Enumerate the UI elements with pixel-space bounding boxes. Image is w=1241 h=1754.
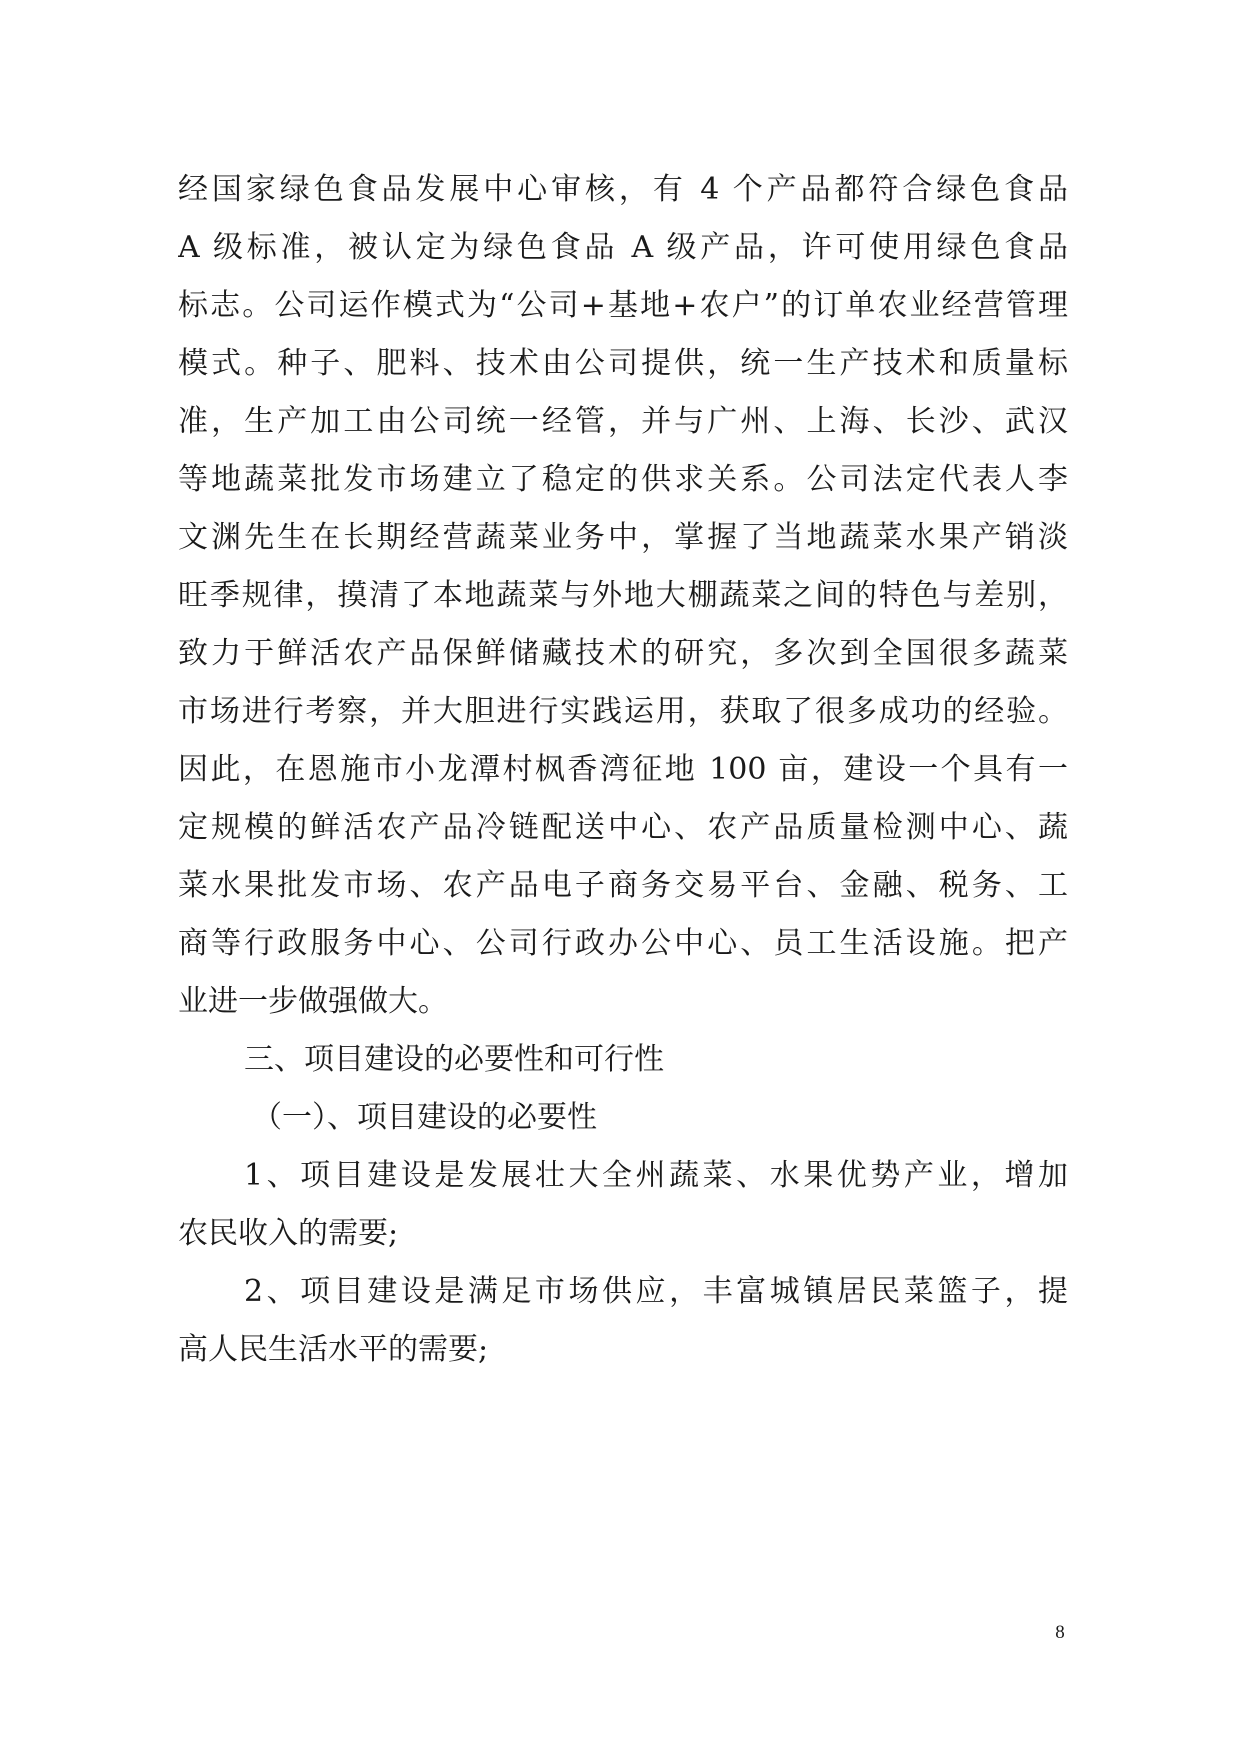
- body-line-14: 商等行政服务中心、公司行政办公中心、员工生活设施。把产: [178, 926, 1068, 961]
- body-line-9: 致力于鲜活农产品保鲜储藏技术的研究，多次到全国很多蔬菜: [178, 636, 1068, 671]
- body-line-7: 文渊先生在长期经营蔬菜业务中，掌握了当地蔬菜水果产销淡: [178, 520, 1068, 555]
- subsection-heading: （一）、项目建设的必要性: [252, 1100, 597, 1135]
- body-line-1: 经国家绿色食品发展中心审核，有 4 个产品都符合绿色食品: [178, 172, 1068, 207]
- body-line-8: 旺季规律，摸清了本地蔬菜与外地大棚蔬菜之间的特色与差别，: [178, 578, 1068, 613]
- body-line-4: 模式。种子、肥料、技术由公司提供，统一生产技术和质量标: [178, 346, 1068, 381]
- list-item-1-line-1: 1、项目建设是发展壮大全州蔬菜、水果优势产业，增加: [244, 1158, 1068, 1193]
- body-line-13: 菜水果批发市场、农产品电子商务交易平台、金融、税务、工: [178, 868, 1068, 903]
- body-line-10: 市场进行考察，并大胆进行实践运用，获取了很多成功的经验。: [178, 694, 1068, 729]
- body-line-2: A 级标准，被认定为绿色食品 A 级产品，许可使用绿色食品: [178, 230, 1068, 265]
- list-item-2-line-2: 高人民生活水平的需要;: [178, 1332, 489, 1367]
- page-number: 8: [1055, 1622, 1065, 1643]
- list-item-1-line-2: 农民收入的需要;: [178, 1216, 399, 1251]
- body-line-6: 等地蔬菜批发市场建立了稳定的供求关系。公司法定代表人李: [178, 462, 1068, 497]
- list-item-2-line-1: 2、项目建设是满足市场供应，丰富城镇居民菜篮子，提: [244, 1274, 1068, 1309]
- section-heading: 三、项目建设的必要性和可行性: [244, 1042, 664, 1077]
- body-line-11: 因此，在恩施市小龙潭村枫香湾征地 100 亩，建设一个具有一: [178, 752, 1068, 787]
- body-line-3: 标志。公司运作模式为“公司+基地+农户”的订单农业经营管理: [178, 288, 1068, 323]
- body-line-5: 准，生产加工由公司统一经管，并与广州、上海、长沙、武汉: [178, 404, 1068, 439]
- body-line-15: 业进一步做强做大。: [178, 984, 448, 1019]
- body-line-12: 定规模的鲜活农产品冷链配送中心、农产品质量检测中心、蔬: [178, 810, 1068, 845]
